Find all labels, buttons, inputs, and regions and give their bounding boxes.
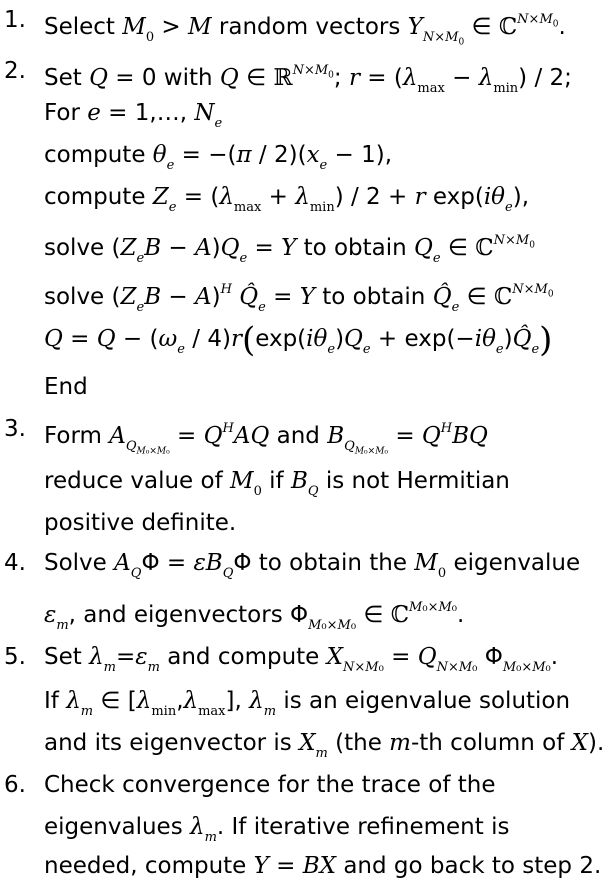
step-text: Solve $A_Q\Phi = \varepsilon B_Q\Phi$ to obtain the $M_0$ eigenvalue <box>44 550 581 581</box>
step-number: 5. <box>4 644 26 670</box>
step-text: Check convergence for the trace of the <box>44 772 496 798</box>
step-number: 4. <box>4 550 26 576</box>
step-text: compute $Z_e = (\lambda_{max} + \lambda_{min}) / 2 + r$ $\exp(i\theta_e)$, <box>44 184 530 215</box>
step-text: Select $M_0 > M$ random vectors $Y_{N\times M_0}$ ∈ ℂ$^{N\times M_0}$. <box>44 12 566 48</box>
step-text: solve $(Z_eB - A)Q_e = Y$ to obtain $Q_e$ ∈ ℂ$^{N\times M_0}$ <box>44 233 535 266</box>
step-number: 3. <box>4 416 26 442</box>
step-text: compute $\theta_e = -(\pi / 2)(x_e - 1)$, <box>44 142 393 173</box>
step-text: $Q = Q - (\omega_e / 4)r(\exp(i\theta_e)Q_e$ + $\exp(-i\theta_e)Q̂_e$) <box>44 320 553 360</box>
step-text: and its eigenvector is $X_m$ (the m-th column of X). <box>44 730 604 761</box>
step-number: 2. <box>4 58 26 84</box>
step-text: Set Q = 0 with Q ∈ ℝ$^{N\times M_0}$; $r = (\lambda_{max} - \lambda_{min}) / 2$; <box>44 63 572 96</box>
step-number: 6. <box>4 772 26 798</box>
step-text: solve $(Z_eB - A)^H$ $Q̂_e = Y$ to obtain $Q̂_e$ ∈ ℂ$^{N\times M_0}$ <box>44 282 554 315</box>
step-text: Form $A_{Q_{M_0\times M_0}} = Q^HAQ$ and $B_{Q_{M_0\times M_0}} = Q^HBQ$ <box>44 421 488 457</box>
step-text: $\varepsilon_m$, and eigenvectors $\Phi_{M_0\times M_0}$ ∈ ℂ$^{M_0\times M_0}$. <box>44 600 465 633</box>
step-text: Set $\lambda_m=\varepsilon_m$ and compute $X_{N\times M_0} = Q_{N\times M_0}$ $\Phi_{M_0\times M_0}$. <box>44 644 559 675</box>
step-text: reduce value of $M_0$ if $B_Q$ is not Hermitian <box>44 468 510 499</box>
step-text: End <box>44 374 88 400</box>
step-text: For e = 1,…, $N_e$ <box>44 100 223 131</box>
step-text: eigenvalues $\lambda_m$. If iterative refinement is <box>44 814 510 845</box>
step-text: needed, compute Y = BX and go back to step 2. <box>44 853 602 879</box>
step-text: If $\lambda_m$ ∈ $[\lambda_{min},\lambda_{max}]$, $\lambda_m$ is an eigenvalue solution <box>44 688 571 719</box>
step-number: 1. <box>4 7 26 33</box>
step-text: positive definite. <box>44 510 237 536</box>
